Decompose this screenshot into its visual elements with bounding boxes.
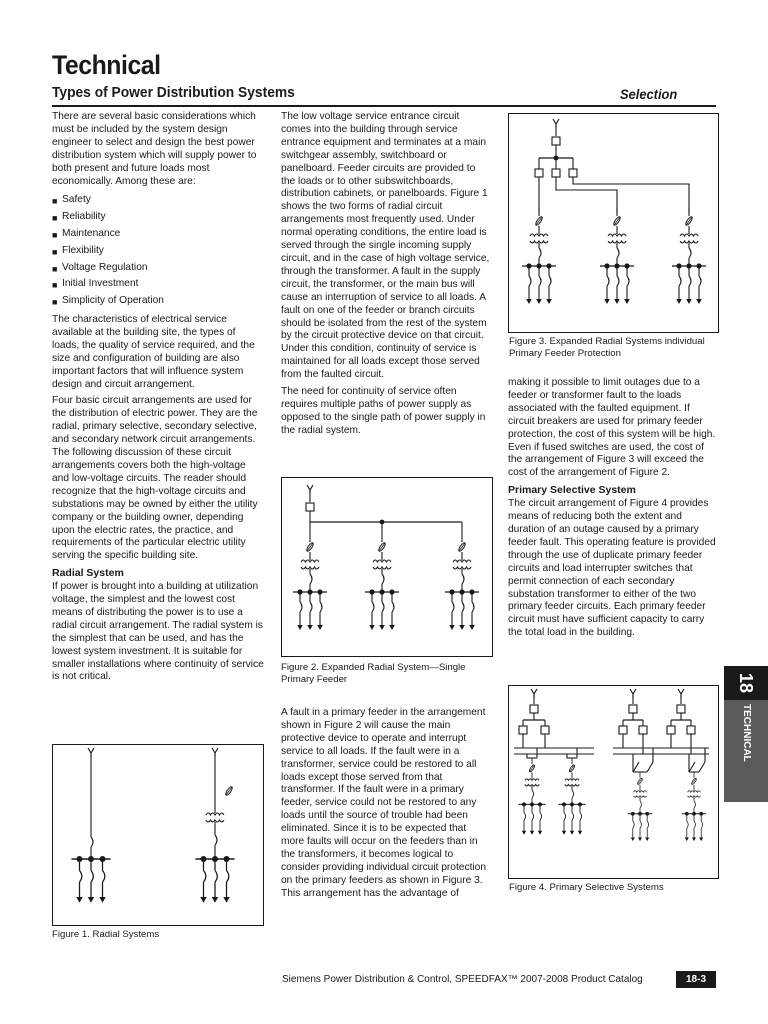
figure-1-caption: Figure 1. Radial Systems	[52, 929, 160, 940]
section-tab-number: 18	[724, 666, 768, 700]
list-item: ■ Safety	[52, 194, 91, 207]
list-item: ■ Simplicity of Operation	[52, 295, 164, 308]
list-item: ■ Reliability	[52, 211, 106, 224]
figure-2-diagram	[281, 477, 493, 657]
page-subtitle: Types of Power Distribution Systems	[52, 84, 295, 101]
figure-4-caption: Figure 4. Primary Selective Systems	[509, 882, 664, 893]
figure-2-caption: Figure 2. Expanded Radial System—Single Primary Feeder	[281, 662, 466, 685]
footer-catalog-text: Siemens Power Distribution & Control, SPEEDFAX™ 2007-2008 Product Catalog	[282, 974, 643, 985]
primary-feeder-fault-paragraph: A fault in a primary feeder in the arrangement shown in Figure 2 will cause the main protective device to operate and interrupt service to all loads. If the fault were in a transformer, service could be restored to all loads except those served from that transformer. If the fault were in a primary feeder, service could not be restored to any loads until the source of trouble had been eliminated. Since it is to be expected that more faults will occur on the feeders than in the transformers, it becomes logical to consider providing individual circuit protection on the primary feeders as shown in Figure 3. This arrangement has the advantage of	[281, 707, 486, 899]
intro-paragraph: There are several basic considerations which must be included by the system design engineer to select and design the best power distribution system which will supply power to both present and future loads most economically. Among these are:	[52, 111, 257, 187]
list-item: ■ Maintenance	[52, 228, 121, 241]
column-1	[52, 111, 264, 688]
figure-3-caption: Figure 3. Expanded Radial Systems individual Primary Feeder Protection	[509, 336, 705, 359]
service-entrance-paragraph: The low voltage service entrance circuit comes into the building through service entrance equipment and terminates at a main switchgear assembly, switchboard or panelboard. Feeder circuits are provided to the loads or to other subswitchboards, distribution cabinets, or panelboards. Figure 1 shows the two forms of radial circuit arrangements most frequently used. Under normal operating conditions, the entire load is served through the single incoming supply circuit, and in the case of high voltage service, through the transformer. A fault in the supply circuit, the transformer, or the main bus will cause an interruption of service to all loads. A fault on one of the feeder or branch circuits should be isolated from the rest of the system by the circuit protective device on that circuit. Under this condition, continuity of service is maintained for all loads except those served from the faulted circuit.	[281, 111, 490, 381]
figure-4-diagram	[508, 685, 719, 879]
list-item: ■ Flexibility	[52, 244, 104, 257]
considerations-list	[52, 192, 264, 310]
list-item: ■ Voltage Regulation	[52, 261, 148, 274]
column-2	[281, 111, 491, 442]
list-item: ■ Initial Investment	[52, 278, 139, 291]
section-label: Selection	[620, 86, 678, 102]
column-2-lower	[281, 707, 491, 905]
figure-1-diagram	[52, 744, 264, 926]
primary-selective-heading: Primary Selective System	[508, 484, 636, 497]
page-number: 18-3	[676, 971, 716, 988]
continuity-paragraph: The need for continuity of service often requires multiple paths of power supply as opposed to the single path of power supply in the radial system.	[281, 386, 486, 436]
section-tab-label: TECHNICAL	[741, 704, 752, 762]
radial-system-paragraph: If power is brought into a building at utilization voltage, the simplest and the lowest cost means of distributing the power is to use a radial circuit arrangement. The radial system is the simplest that can be used, and has the lowest system investment. It is suitable for smaller installations where continuity of service is not critical.	[52, 581, 264, 683]
radial-system-heading: Radial System	[52, 567, 124, 580]
arrangements-paragraph: Four basic circuit arrangements are used for the distribution of electric power. They are the radial, primary selective, secondary selective, and secondary network circuit arrangements. The following discussion of these circuit arrangements covers both the high-voltage and low-voltage circuits. The reader should recognize that the high-voltage circuits and substations may be owned by either the utility company or the building owner, depending upon the electric rates, the practice, and requirements of the particular electric utility serving the specific building site.	[52, 395, 258, 562]
figure-3-diagram	[508, 113, 719, 333]
header-rule	[52, 105, 716, 107]
characteristics-paragraph: The characteristics of electrical service available at the building site, the types of loads, the quality of service required, and the size and configuration of building are also important factors that will influence system design and circuit arrangement.	[52, 314, 255, 390]
page-title: Technical	[52, 50, 161, 80]
outage-paragraph: making it possible to limit outages due to a feeder or transformer fault to the loads associated with the faulted equipment. If circuit breakers are used for primary feeder protection, the cost of this system will be high. Even if fused switches are used, the cost of the arrangement of Figure 3 will exceed the cost of the arrangement of Figure 2.	[508, 377, 716, 479]
primary-selective-paragraph: The circuit arrangement of Figure 4 provides means of reducing both the extent and duration of an outage caused by a primary feeder fault. This operating feature is provided through the use of duplicate primary feeder circuits and load interrupter switches that permit connection of each secondary substation transformer to either of the two primary feeder circuits. Each primary feeder circuit must have sufficient capacity to carry the total load in the building.	[508, 498, 716, 639]
column-3	[508, 377, 718, 644]
